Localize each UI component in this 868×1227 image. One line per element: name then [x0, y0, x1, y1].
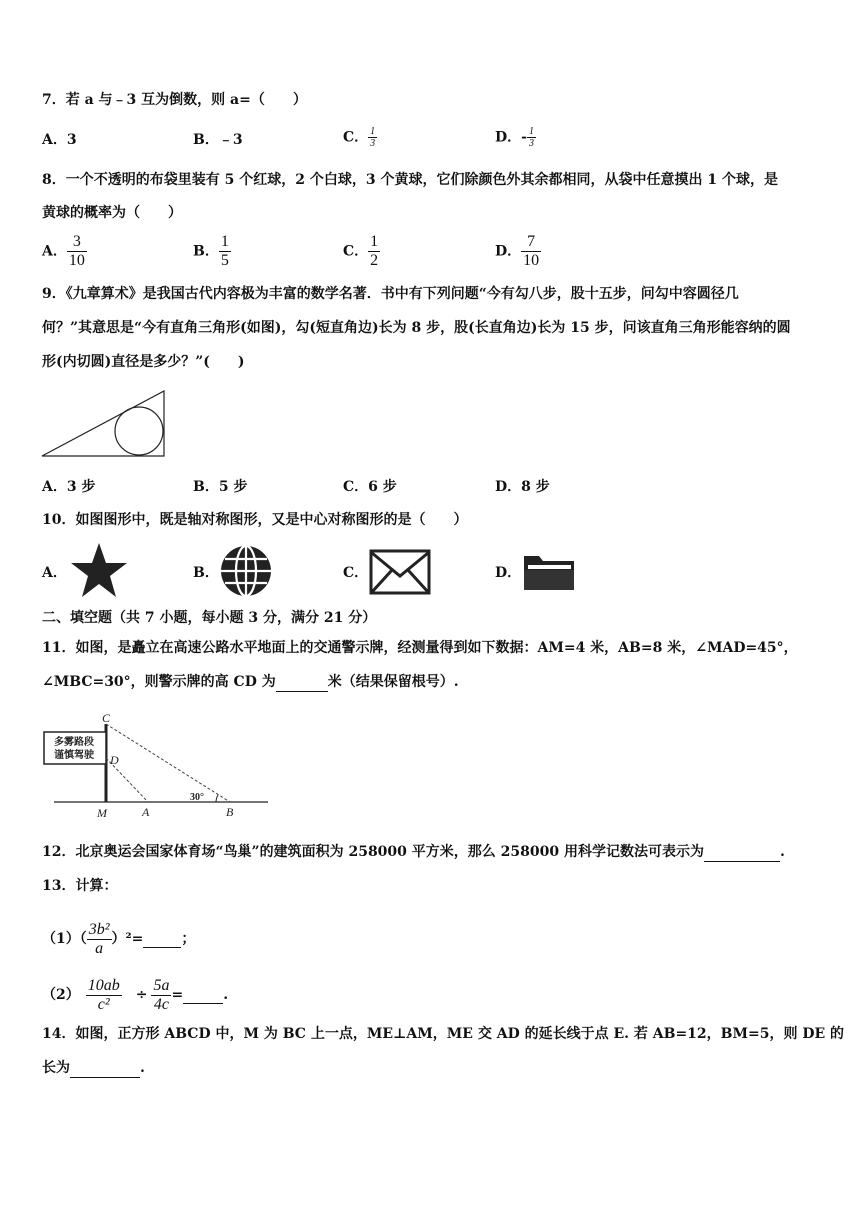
- label-angle-30: 30°: [190, 792, 204, 803]
- angle-arc: [216, 795, 218, 802]
- q11-stem-line1: 11．如图，是矗立在高速公路水平地面上的交通警示牌，经测量得到如下数据：AM=4 米，AB=8 米，∠MAD=45°，: [42, 640, 798, 656]
- label-d: D: [110, 753, 119, 767]
- q14-stem-line2: 长为 .: [42, 1060, 145, 1076]
- q12-answer-blank[interactable]: [704, 845, 780, 862]
- q13-title: 13．计算：: [42, 878, 118, 894]
- q10-option-d[interactable]: D．: [495, 565, 522, 581]
- section-fill-in-title: 二、填空题（共 7 小题，每小题 3 分，满分 21 分）: [42, 610, 377, 626]
- sign-text-line2: 谨慎驾驶: [54, 750, 94, 761]
- globe-icon: [218, 543, 274, 599]
- right-triangle: [42, 391, 164, 456]
- star-icon: [68, 540, 130, 602]
- q7-option-d[interactable]: D．- $\frac{1}{3}$: [495, 126, 534, 149]
- q10-option-b[interactable]: B．: [193, 565, 219, 581]
- traffic-sign-figure: [40, 712, 272, 824]
- right-triangle-incircle-figure: [40, 388, 170, 460]
- line-cb: [106, 724, 230, 802]
- q8-option-d[interactable]: D． $\frac{7}{10}$: [495, 233, 540, 269]
- q7-option-c[interactable]: C． $\frac{1}{3}$: [343, 126, 376, 149]
- q9-stem-line2: 何？”其意思是“今有直角三角形(如图)，勾(短直角边)长为 8 步，股(长直角边)长为 15 步，问该直角三角形能容纳的圆: [42, 320, 791, 336]
- q13-part2: （2） $\frac{10ab}{\text{c²}}$ ÷ $\frac{5a}{4c}$ = .: [42, 976, 229, 1013]
- q12-stem: 12．北京奥运会国家体育场“鸟巢”的建筑面积为 258000 平方米，那么 258000 用科学记数法可表示为 .: [42, 844, 785, 860]
- label-m: M: [97, 806, 107, 820]
- q8-option-a[interactable]: A． $\frac{3}{10}$: [42, 233, 85, 269]
- q11-stem-line2: ∠MBC=30°，则警示牌的高 CD 为 米（结果保留根号）.: [42, 674, 459, 690]
- label-c: C: [102, 711, 111, 725]
- label-a: A: [142, 805, 150, 819]
- q9-stem-line3: 形(内切圆)直径是多少？”( ): [42, 354, 245, 370]
- envelope-icon: [369, 548, 431, 596]
- q7-option-b[interactable]: B．﹣3: [193, 132, 243, 148]
- q10-option-c[interactable]: C．: [343, 565, 369, 581]
- q7-stem: 7．若 a 与﹣3 互为倒数，则 a=（ ）: [42, 92, 307, 108]
- q7-option-a[interactable]: A．3: [42, 132, 77, 148]
- q13-part2-blank[interactable]: [183, 987, 223, 1004]
- inscribed-circle: [115, 407, 163, 455]
- q14-answer-blank[interactable]: [70, 1061, 140, 1078]
- q10-stem: 10．如图图形中，既是轴对称图形，又是中心对称图形的是（ ）: [42, 512, 468, 528]
- q8-stem-line1: 8．一个不透明的布袋里装有 5 个红球，2 个白球，3 个黄球，它们除颜色外其余都相同，从袋中任意摸出 1 个球，是: [42, 172, 778, 188]
- q13-part1: （1）（ $\frac{\text{3b²}}{a}$ ）²= ；: [42, 920, 196, 957]
- q9-stem-line1: 9．《九章算术》是我国古代内容极为丰富的数学名著．书中有下列问题“今有勾八步，股十五步，问勾中容圆径几: [42, 286, 739, 302]
- q8-option-c[interactable]: C． $\frac{1}{2}$: [343, 233, 379, 269]
- q13-part1-blank[interactable]: [143, 931, 181, 948]
- q10-option-a[interactable]: A．: [42, 565, 67, 581]
- q9-option-b[interactable]: B．5 步: [193, 479, 248, 495]
- q9-option-d[interactable]: D．8 步: [495, 479, 550, 495]
- q14-stem-line1: 14．如图，正方形 ABCD 中，M 为 BC 上一点，ME⊥AM，ME 交 AD 的延长线于点 E. 若 AB=12，BM=5，则 DE 的: [42, 1026, 845, 1042]
- q9-option-c[interactable]: C．6 步: [343, 479, 397, 495]
- label-b: B: [226, 805, 234, 819]
- q11-answer-blank[interactable]: [276, 675, 328, 692]
- sign-text-line1: 多雾路段: [54, 737, 94, 748]
- q8-option-b[interactable]: B． $\frac{1}{5}$: [193, 233, 229, 269]
- q8-stem-line2: 黄球的概率为（ ）: [42, 205, 182, 221]
- folder-icon: [521, 548, 577, 594]
- q9-option-a[interactable]: A．3 步: [42, 479, 96, 495]
